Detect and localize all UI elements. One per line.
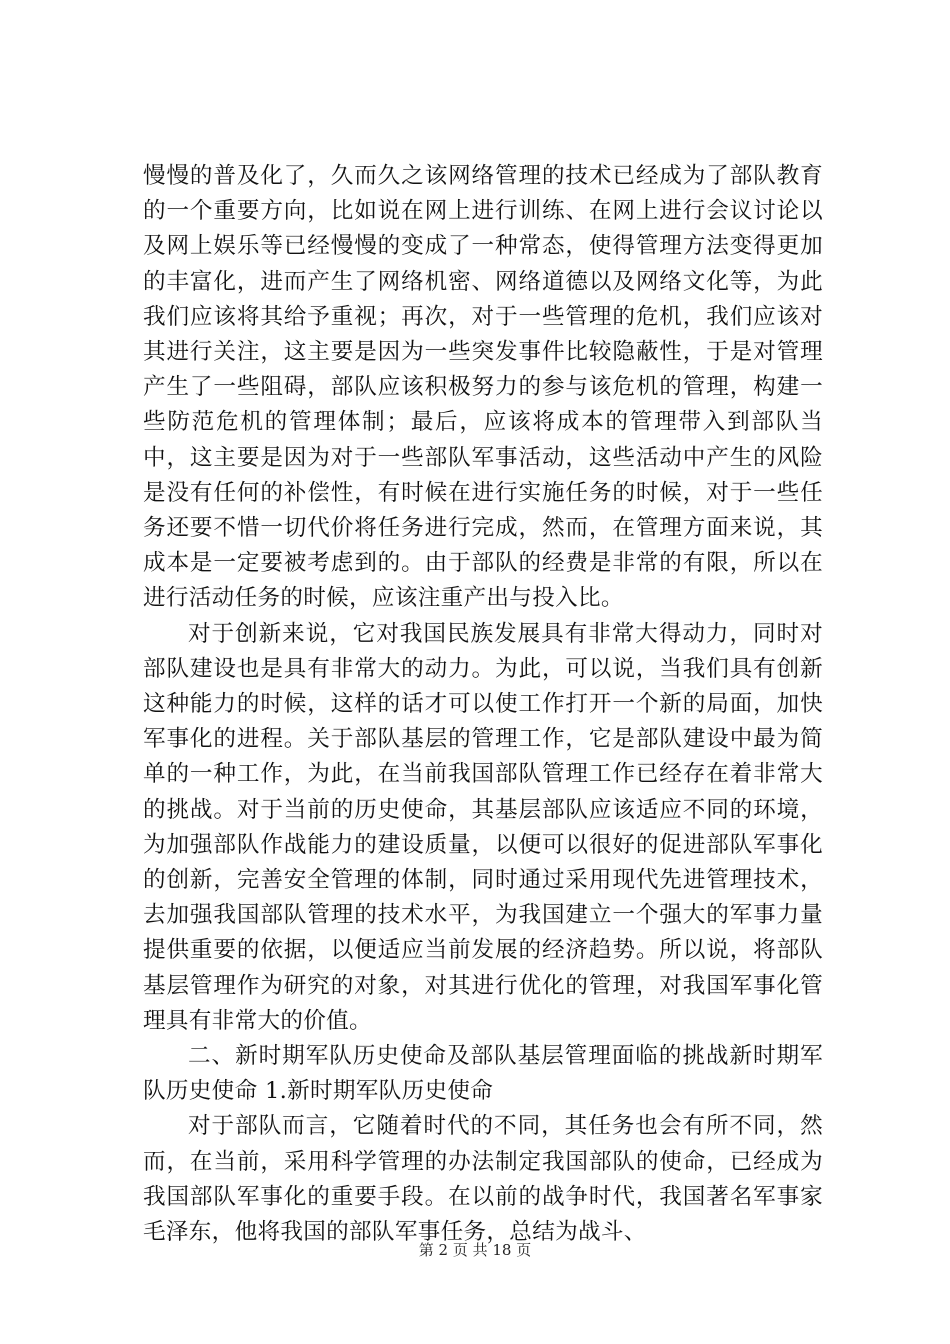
paragraph-4: 对于部队而言，它随着时代的不同，其任务也会有所不同，然而，在当前，采用科学管理的办法制定我国部队的使命，已经成为我国部队军事化的重要手段。在以前的战争时代，我国著名军事家毛泽东，他将我国的部队军事任务，总结为战斗、 bbox=[143, 1113, 823, 1246]
section-heading-paragraph: 二、新时期军队历史使命及部队基层管理面临的挑战新时期军队历史使命 1.新时期军队历史使命 bbox=[143, 1043, 823, 1105]
document-body bbox=[143, 159, 823, 1250]
paragraph-1: 慢慢的普及化了，久而久之该网络管理的技术已经成为了部队教育的一个重要方向，比如说在网上进行训练、在网上进行会议讨论以及网上娱乐等已经慢慢的变成了一种常态，使得管理方法变得更加的丰富化，进而产生了网络机密、网络道德以及网络文化等，为此我们应该将其给予重视；再次，对于一些管理的危机，我们应该对其进行关注，这主要是因为一些突发事件比较隐蔽性，于是对管理产生了一些阻碍，部队应该积极努力的参与该危机的管理，构建一些防范危机的管理体制；最后，应该将成本的管理带入到部队当中，这主要是因为对于一些部队军事活动，这些活动中产生的风险是没有任何的补偿性，有时候在进行实施任务的时候，对于一些任务还要不惜一切代价将任务进行完成，然而，在管理方面来说，其成本是一定要被考虑到的。由于部队的经费是非常的有限，所以在进行活动任务的时候，应该注重产出与投入比。 bbox=[143, 163, 823, 612]
page-number-footer: 第 2 页 共 18 页 bbox=[418, 1241, 532, 1259]
paragraph-2: 对于创新来说，它对我国民族发展具有非常大得动力，同时对部队建设也是具有非常大的动力。为此，可以说，当我们具有创新这种能力的时候，这样的话才可以使工作打开一个新的局面，加快军事化的进程。关于部队基层的管理工作，它是部队建设中最为简单的一种工作，为此，在当前我国部队管理工作已经存在着非常大的挑战。对于当前的历史使命，其基层部队应该适应不同的环境，为加强部队作战能力的建设质量，以便可以很好的促进部队军事化的创新，完善安全管理的体制，同时通过采用现代先进管理技术，去加强我国部队管理的技术水平，为我国建立一个强大的军事力量提供重要的依据，以便适应当前发展的经济趋势。所以说，将部队基层管理作为研究的对象，对其进行优化的管理，对我国军事化管理具有非常大的价值。 bbox=[143, 620, 823, 1034]
